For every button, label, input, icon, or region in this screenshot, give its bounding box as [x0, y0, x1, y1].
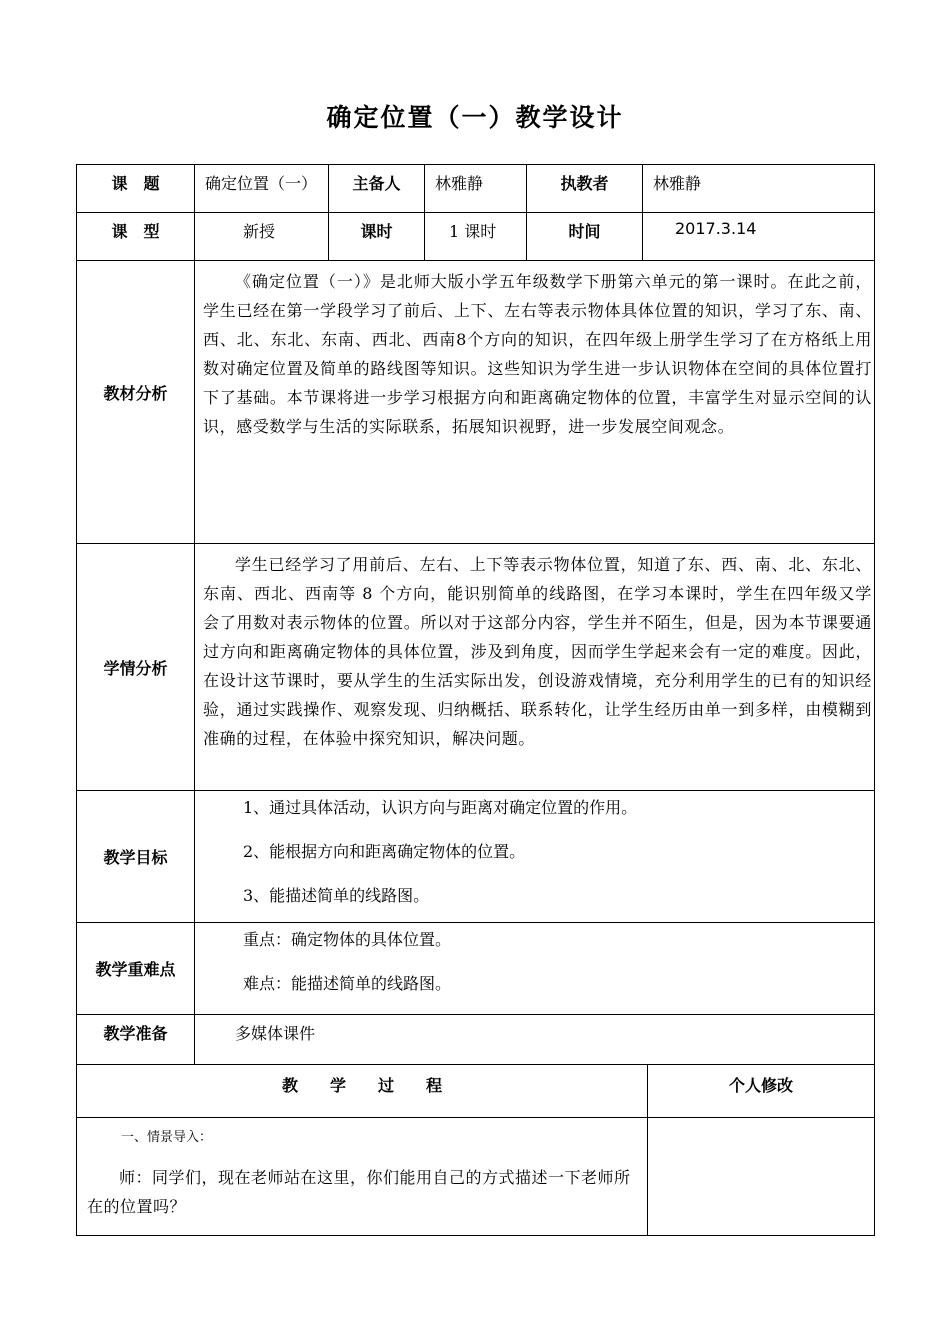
prep-value: 多媒体课件	[235, 1024, 316, 1043]
lead-label: 主备人	[329, 165, 425, 213]
info-row-2	[77, 213, 875, 261]
info-row-1	[77, 165, 875, 213]
material-label: 教材分析	[77, 261, 195, 544]
goals-row	[77, 791, 875, 923]
lead-value: 林雅静	[425, 165, 527, 213]
keypoints-label: 教学重难点	[77, 923, 195, 1015]
learner-text: 学生已经学习了用前后、左右、上下等表示物体位置，知道了东、西、南、北、东北、东南、西北、西南等 8 个方向，能识别简单的线路图，在学习本课时，学生在四年级又学会了用数对表示物体的位置。所以对于这部分内容，学生并不陌生，但是，因为本节课要通过方向和距离确定物体的具体位置，涉及到角度，因而学生学起来会有一定的难度。因此，在设计这节课时，要从学生的生活实际出发，创设游戏情境，充分利用学生的已有的知识经验，通过实践操作、观察发现、归纳概括、联系转化，让学生经历由单一到多样，由模糊到准确的过程，在体验中探究知识，解决问题。	[203, 555, 872, 748]
time-label: 时间	[527, 213, 643, 261]
process-paragraph: 师：同学们，现在老师站在这里，你们能用自己的方式描述一下老师所在的位置吗？	[87, 1168, 631, 1216]
prep-row	[77, 1015, 875, 1065]
type-value: 新授	[195, 213, 329, 261]
goal-item-1: 1、通过具体活动，认识方向与距离对确定位置的作用。	[243, 798, 638, 817]
goal-item-2: 2、能根据方向和距离确定物体的位置。	[243, 842, 526, 861]
process-header-row	[77, 1065, 875, 1118]
document-title: 确定位置（一）教学设计	[326, 103, 624, 132]
material-row	[77, 261, 875, 544]
teacher-value: 林雅静	[643, 165, 875, 213]
process-body-row	[77, 1118, 875, 1236]
teacher-label: 执教者	[527, 165, 643, 213]
hours-label: 课时	[329, 213, 425, 261]
prep-label: 教学准备	[77, 1015, 195, 1065]
notes-cell	[648, 1118, 875, 1236]
difficulty-text: 难点：能描述简单的线路图。	[243, 974, 452, 993]
time-value: 2017.3.14	[643, 213, 875, 261]
material-text: 《确定位置（一）》是北师大版小学五年级数学下册第六单元的第一课时。在此之前，学生已经在第一学段学习了前后、上下、左右等表示物体具体位置的知识，学习了东、南、西、北、东北、东南、西北、西南8个方向的知识，在四年级上册学生学习了在方格纸上用数对确定位置及简单的路线图等知识。这些知识为学生进一步认识物体在空间的具体位置打下了基础。本节课将进一步学习根据方向和距离确定物体的位置，丰富学生对显示空间的认识，感受数学与生活的实际联系，拓展知识视野，进一步发展空间观念。	[203, 272, 872, 436]
topic-value: 确定位置（一）	[195, 165, 329, 213]
process-header: 教 学 过 程	[77, 1065, 648, 1118]
section-heading: 一、情景导入：	[121, 1130, 213, 1145]
learner-row	[77, 544, 875, 791]
notes-header: 个人修改	[648, 1065, 875, 1118]
keypoints-row	[77, 923, 875, 1015]
goal-item-3: 3、能描述简单的线路图。	[243, 886, 430, 905]
topic-label: 课 题	[77, 165, 195, 213]
goals-label: 教学目标	[77, 791, 195, 923]
type-label: 课 型	[77, 213, 195, 261]
learner-label: 学情分析	[77, 544, 195, 791]
focus-text: 重点：确定物体的具体位置。	[243, 930, 452, 949]
hours-value: 1 课时	[425, 213, 527, 261]
lesson-plan-table	[76, 164, 874, 1236]
